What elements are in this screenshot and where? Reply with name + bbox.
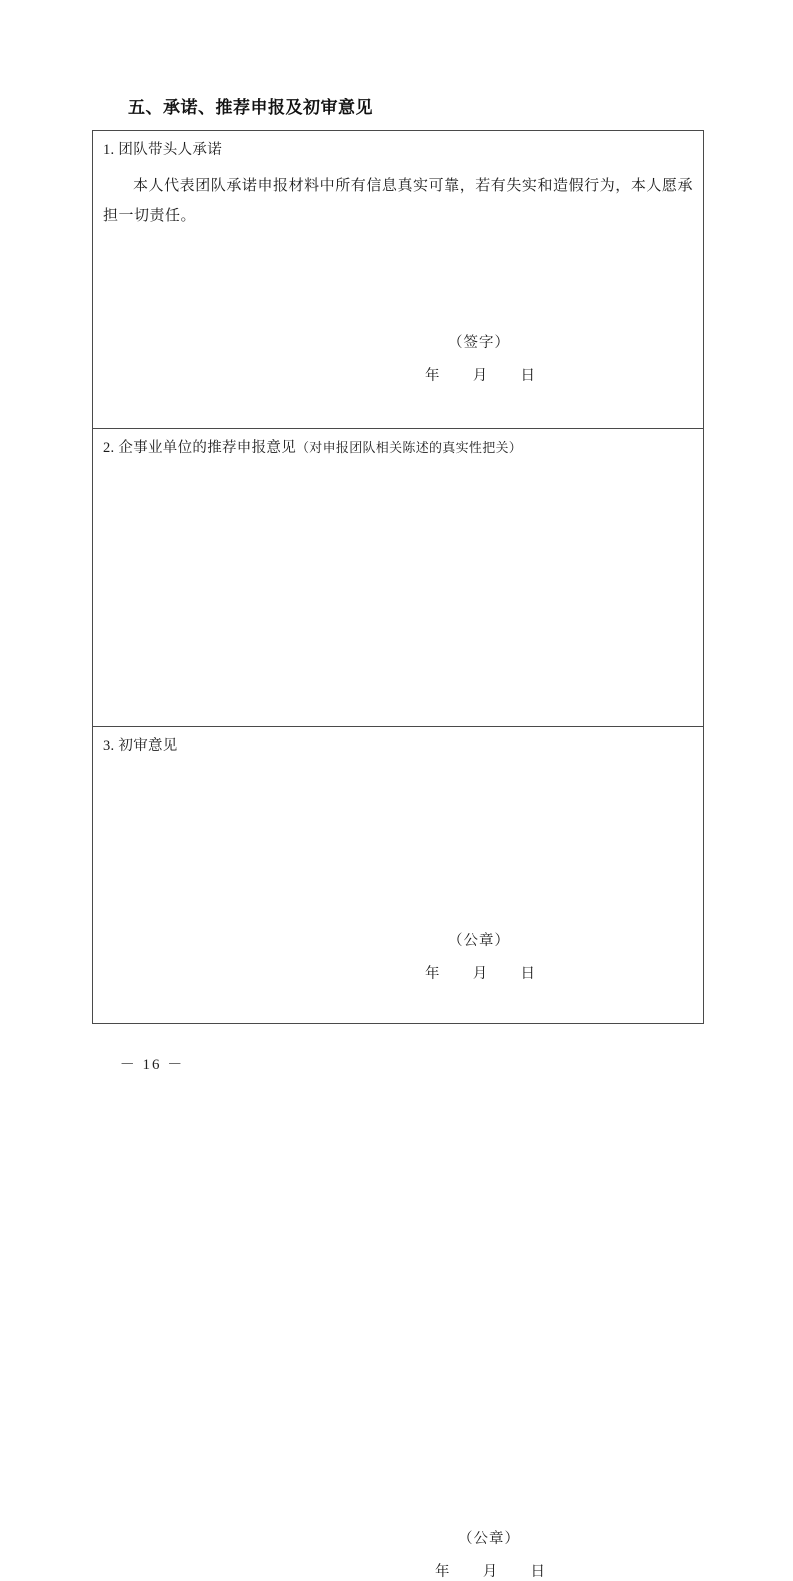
date-month-preliminary-review: 月 xyxy=(482,1564,498,1580)
commitment-body-text: 本人代表团队承诺申报材料中所有信息真实可靠，若有失实和造假行为，本人愿承担一切责任。 xyxy=(103,178,693,224)
date-line-preliminary-review xyxy=(435,1560,545,1581)
date-line-commitment xyxy=(425,364,535,385)
row-label-commitment xyxy=(103,140,222,160)
seal-label-preliminary-review: （公章） xyxy=(458,1531,520,1547)
page-number: － 16 － xyxy=(119,1057,185,1073)
signature-label-commitment: （签字） xyxy=(448,335,510,351)
row-label-recommendation-note: （对申报团队相关陈述的真实性把关） xyxy=(296,440,523,455)
date-day-recommendation: 日 xyxy=(520,966,535,982)
row-label-preliminary-review-text: 3. 初审意见 xyxy=(103,738,178,754)
date-day-preliminary-review: 日 xyxy=(530,1564,545,1580)
date-day-commitment: 日 xyxy=(520,368,535,384)
page-title: 五、承诺、推荐申报及初审意见 xyxy=(128,98,373,118)
date-year-preliminary-review: 年 xyxy=(435,1564,450,1580)
row-label-preliminary-review xyxy=(103,736,178,756)
table-row-commitment xyxy=(93,131,703,429)
seal-label-recommendation: （公章） xyxy=(448,933,510,949)
row-label-recommendation-text: 2. 企事业单位的推荐申报意见 xyxy=(103,440,296,456)
row-label-commitment-text: 1. 团队带头人承诺 xyxy=(103,142,222,158)
date-month-recommendation: 月 xyxy=(472,966,488,982)
date-month-commitment: 月 xyxy=(472,368,488,384)
row-label-recommendation xyxy=(103,438,522,458)
date-year-commitment: 年 xyxy=(425,368,440,384)
date-year-recommendation: 年 xyxy=(425,966,440,982)
